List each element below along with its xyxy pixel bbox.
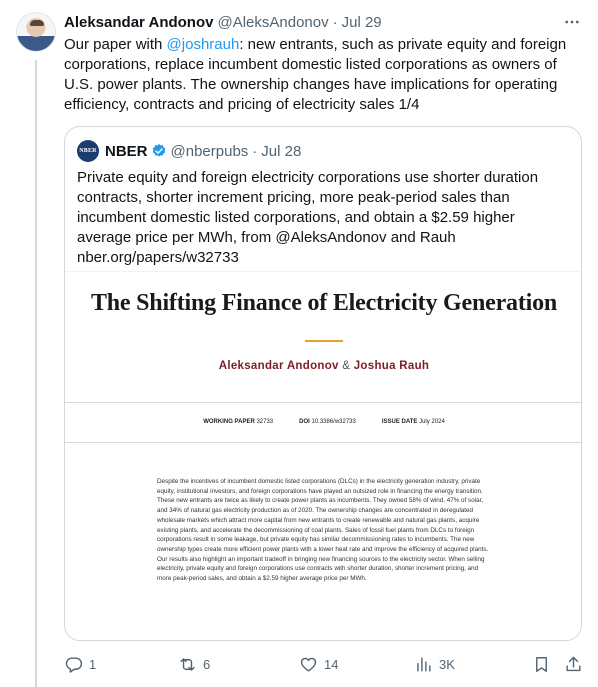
author-ampersand: & bbox=[342, 360, 351, 372]
paper-preview-image[interactable] bbox=[65, 271, 582, 641]
paper-authors bbox=[65, 360, 582, 372]
paper-abstract: Despite the incentives of incumbent domestic listed corporations (DLCs) in the electricity generation industry, private equity, institutional investors, and foreign corporations have played an outsized role in financing the energy transition. These new entrants are twice as likely to create power plants as incumbents. They owned 58% of wind, 47% of solar, and 34% of natural gas electricity production as of 2020. The ownership changes are concentrated in deregulated wholesale markets which attract more capital from new entrants to create renewable and natural gas plants, acquire existing plants, and accelerate the decommissioning of coal plants. Sales of fossil fuel plants from DLCs to foreign corporations result in some leakage, but private equity has similar decommissioning rates to incumbents. The new ownership types create more efficient power plants with a lower heat rate and improve the efficiency of acquired plants. Our results also highlight an important tradeoff in bringing new financing sources to the electricity sector. When selling electricity, private equity and foreign corporations use contracts with shorter duration, shorter increment pricing, and more peak-period sales, and obtain a $2.59 higher average price per MWh. bbox=[157, 478, 489, 583]
paper-meta bbox=[65, 419, 582, 425]
reply-button[interactable] bbox=[64, 652, 96, 676]
mention-link[interactable]: @joshrauh bbox=[166, 36, 240, 53]
quote-header bbox=[77, 140, 301, 162]
separator-dot: · bbox=[332, 13, 338, 31]
tweet-text-before: Our paper with bbox=[64, 36, 167, 53]
quote-date: Jul 28 bbox=[261, 142, 302, 160]
views-button[interactable] bbox=[414, 652, 455, 676]
paper-title: The Shifting Finance of Electricity Generation bbox=[90, 290, 558, 316]
title-accent-rule bbox=[305, 340, 343, 342]
divider bbox=[65, 442, 582, 443]
tweet-header bbox=[64, 11, 582, 33]
nber-avatar: NBER bbox=[77, 140, 99, 162]
like-count: 14 bbox=[324, 656, 339, 672]
thread-line bbox=[35, 60, 37, 687]
working-paper-meta: WORKING PAPER 32733 bbox=[203, 419, 274, 425]
reply-icon bbox=[64, 655, 83, 674]
like-icon bbox=[299, 655, 318, 674]
tweet-text-after: : new entrants, such as private equity and foreign corporations, replace incumbent domestic listed corporations as owners of U.S. power plants. The ownership changes have implications for operating efficiency, contracts and pricing of electricity sales 1/4 bbox=[64, 36, 567, 113]
quote-author-handle: @nberpubs bbox=[170, 142, 249, 160]
quoted-tweet[interactable] bbox=[64, 126, 582, 641]
repost-count: 6 bbox=[203, 656, 211, 672]
repost-icon bbox=[178, 655, 197, 674]
divider bbox=[65, 402, 582, 403]
bookmark-button[interactable] bbox=[532, 652, 551, 676]
tweet-text bbox=[64, 35, 586, 115]
author-name[interactable]: Aleksandar Andonov bbox=[64, 13, 214, 31]
quote-separator-dot: · bbox=[252, 142, 258, 160]
paper-author-1: Aleksandar Andonov bbox=[218, 360, 339, 372]
repost-button[interactable] bbox=[178, 652, 210, 676]
author-avatar[interactable] bbox=[16, 12, 56, 52]
doi-meta: DOI 10.3386/w32733 bbox=[299, 419, 356, 425]
issue-date-meta: ISSUE DATE July 2024 bbox=[381, 419, 445, 425]
views-icon bbox=[414, 655, 433, 674]
quote-text: Private equity and foreign electricity corporations use shorter duration contracts, shorter increment pricing, more peak-period sales than incumbent domestic listed corporations, and obtain a $2.59 higher average price per MWh, from @AleksAndonov and Rauh nber.org/papers/w32733 bbox=[77, 169, 539, 266]
paper-author-2: Joshua Rauh bbox=[353, 360, 430, 372]
bookmark-icon bbox=[532, 655, 551, 674]
like-button[interactable] bbox=[299, 652, 338, 676]
more-icon[interactable] bbox=[562, 12, 582, 32]
reply-count: 1 bbox=[89, 656, 97, 672]
share-icon bbox=[564, 655, 583, 674]
quote-author-name: NBER bbox=[105, 142, 148, 160]
verified-icon bbox=[151, 143, 167, 159]
share-button[interactable] bbox=[564, 652, 583, 676]
tweet-date[interactable]: Jul 29 bbox=[341, 13, 382, 31]
views-count: 3K bbox=[439, 656, 455, 672]
author-handle[interactable]: @AleksAndonov bbox=[217, 13, 329, 31]
tweet-actions bbox=[64, 652, 586, 676]
